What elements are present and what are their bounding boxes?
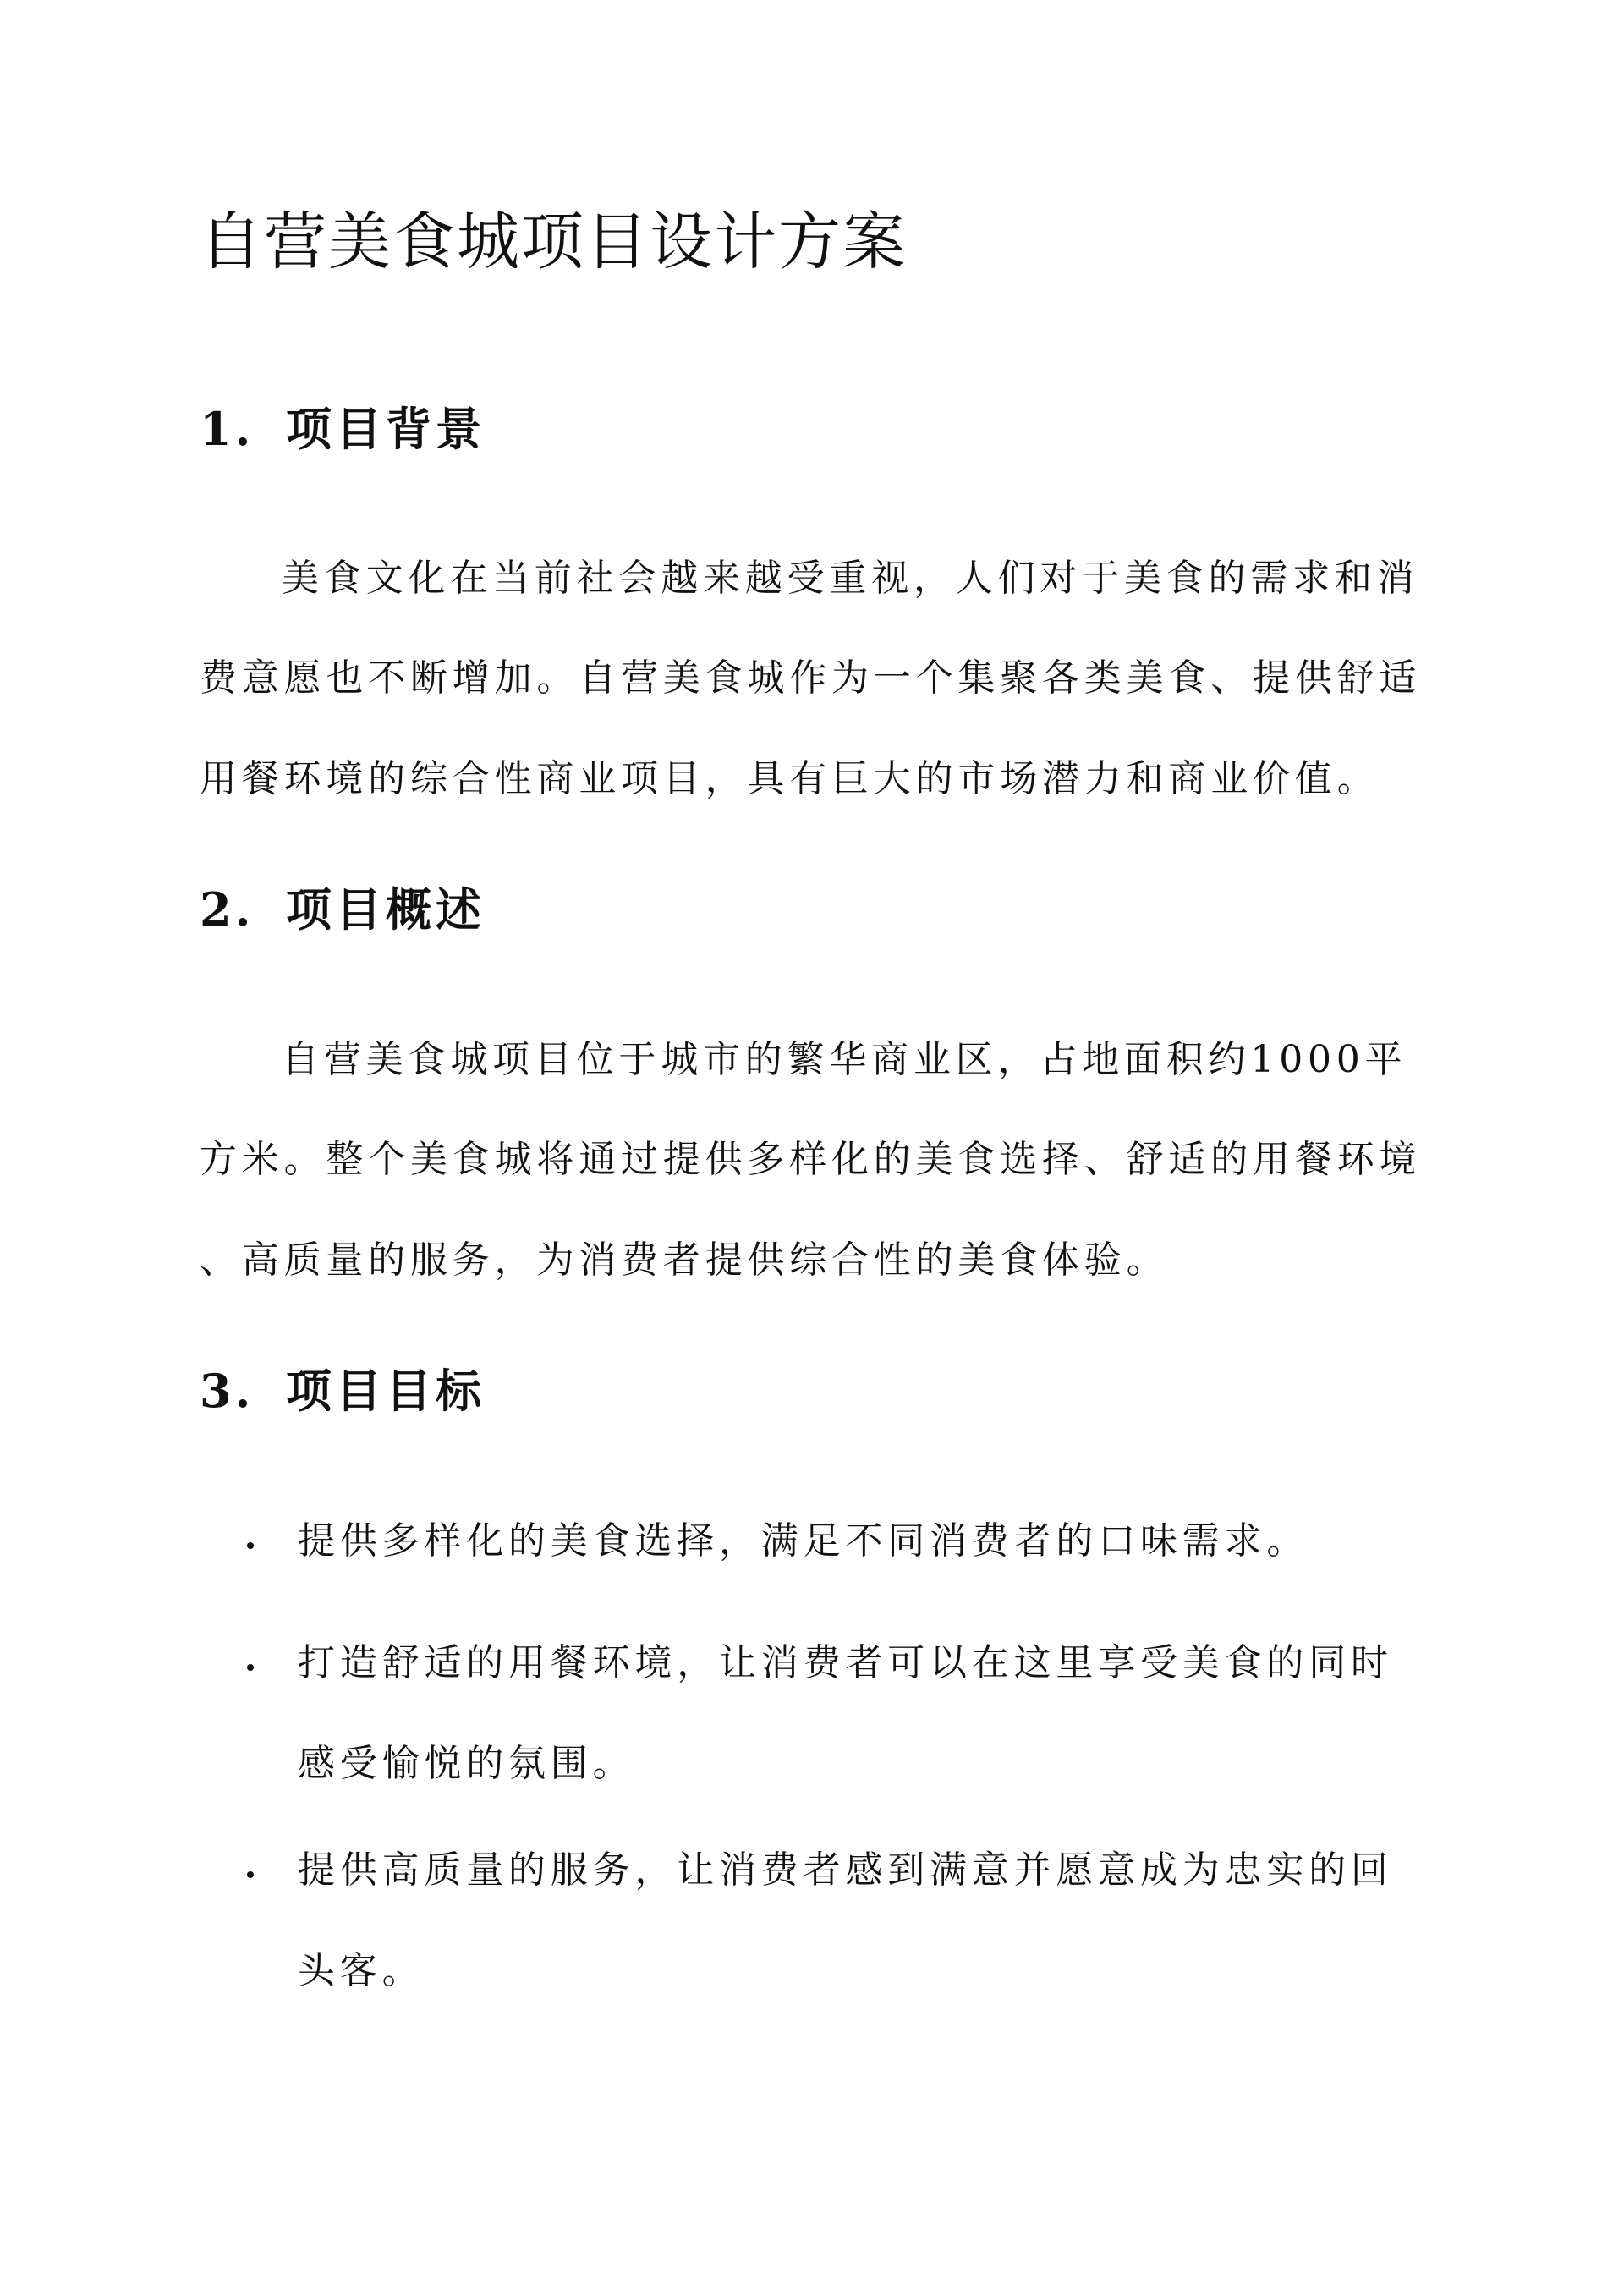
bullet-dot-icon	[247, 1542, 254, 1549]
section-title: 项目概述	[286, 882, 486, 937]
paragraph-line: 、高质量的服务，为消费者提供综合性的美食体验。	[200, 1239, 1169, 1282]
bullet-item-line: 感受愉悦的氛围。	[298, 1742, 635, 1785]
paragraph-line: 自营美食城项目位于城市的繁华商业区，占地面积约1000平	[282, 1038, 1407, 1081]
bullet-item-line: 打造舒适的用餐环境，让消费者可以在这里享受美食的同时	[298, 1641, 1393, 1684]
section-heading-goals	[200, 1361, 486, 1420]
paragraph-line: 费意愿也不断增加。自营美食城作为一个集聚各类美食、提供舒适	[200, 656, 1422, 700]
section-heading-background	[200, 399, 486, 459]
section-number: 2.	[200, 882, 255, 937]
document-title: 自营美食城项目设计方案	[200, 206, 907, 278]
section-heading-overview	[200, 880, 486, 939]
section-number: 1.	[200, 402, 255, 456]
section-number: 3.	[200, 1364, 255, 1418]
bullet-item-line: 头客。	[298, 1949, 425, 1992]
paragraph-line: 用餐环境的综合性商业项目，具有巨大的市场潜力和商业价值。	[200, 757, 1380, 800]
section-title: 项目目标	[286, 1364, 486, 1418]
bullet-item-line: 提供高质量的服务，让消费者感到满意并愿意成为忠实的回	[298, 1848, 1393, 1892]
section-title: 项目背景	[286, 402, 486, 456]
paragraph-line: 方米。整个美食城将通过提供多样化的美食选择、舒适的用餐环境	[200, 1138, 1422, 1181]
bullet-dot-icon	[247, 1871, 254, 1878]
bullet-dot-icon	[247, 1664, 254, 1671]
paragraph-line: 美食文化在当前社会越来越受重视，人们对于美食的需求和消	[282, 557, 1419, 600]
bullet-item-line: 提供多样化的美食选择，满足不同消费者的口味需求。	[298, 1519, 1309, 1563]
